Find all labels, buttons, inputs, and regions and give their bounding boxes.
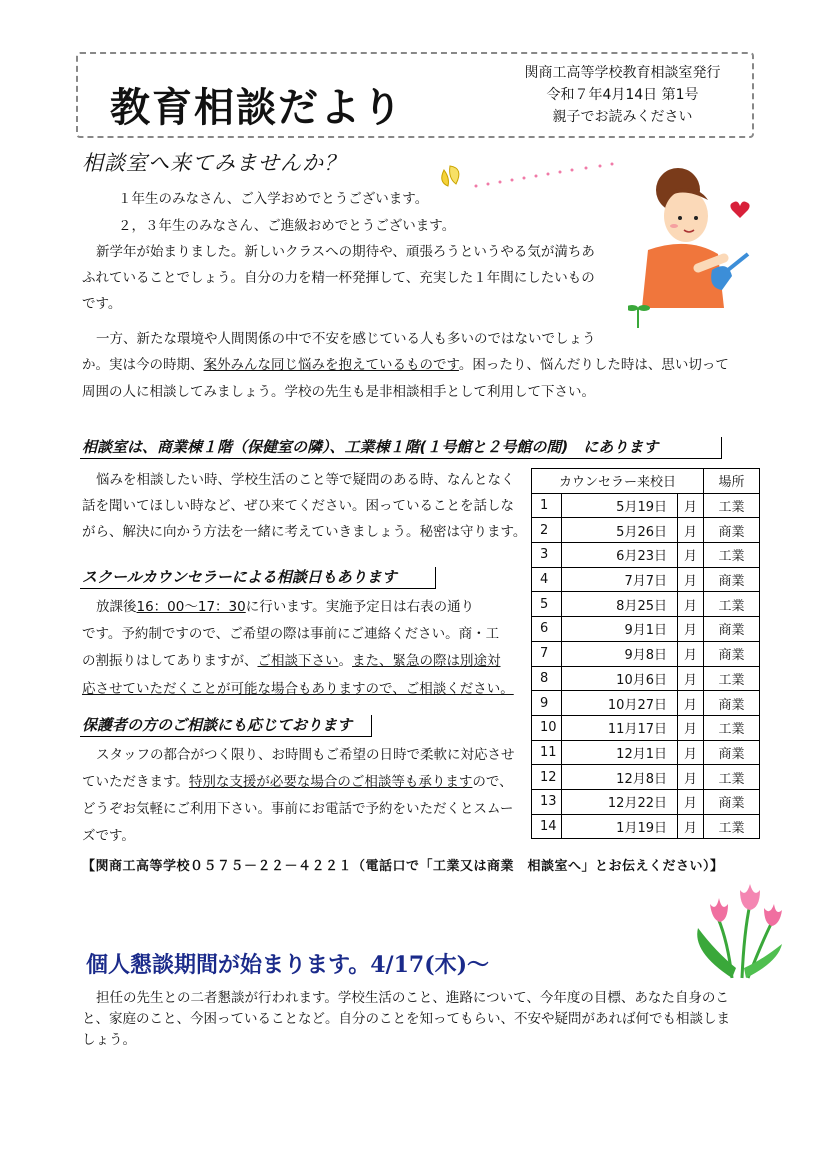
guardian-l2-start: ていただきます。	[82, 774, 189, 790]
interview-l3: しょう。	[82, 1032, 136, 1048]
schedule-date: 9月1日	[562, 617, 678, 642]
guardian-l2	[82, 770, 513, 795]
location-l1: 悩みを相談したい時、学校生活のこと等で疑問のある時、なんとなく	[96, 472, 515, 488]
schedule-place: 工業	[704, 715, 760, 740]
schedule-row	[532, 691, 760, 716]
counselor-heading: スクールカウンセラーによる相談日もあります	[80, 567, 436, 589]
schedule-weekday: 月	[678, 765, 704, 790]
schedule-no: 10	[532, 715, 562, 740]
interview-body	[82, 988, 782, 1051]
schedule-place: 工業	[704, 814, 760, 839]
schedule-weekday: 月	[678, 641, 704, 666]
schedule-place: 商業	[704, 567, 760, 592]
schedule-no: 8	[532, 666, 562, 691]
schedule-place: 商業	[704, 641, 760, 666]
guardian-l3: どうぞお気軽にご利用下さい。事前にお電話で予約をいただくとスムー	[82, 801, 514, 817]
counselor-l3-mid: 。	[338, 653, 352, 669]
schedule-header-place: 場所	[704, 469, 760, 494]
schedule-date: 12月1日	[562, 740, 678, 765]
schedule-weekday: 月	[678, 567, 704, 592]
schedule-date: 12月22日	[562, 789, 678, 814]
schedule-weekday: 月	[678, 691, 704, 716]
publisher: 関商工高等学校教育相談室発行	[524, 65, 721, 81]
schedule-weekday: 月	[678, 518, 704, 543]
schedule-row	[532, 641, 760, 666]
schedule-row	[532, 592, 760, 617]
girl-watering-illustration	[628, 158, 758, 348]
intro-p4b-start: か。実は今の時期、	[82, 357, 204, 373]
schedule-row	[532, 789, 760, 814]
counselor-hours: 16：00～17：30	[136, 599, 246, 615]
schedule-place: 商業	[704, 740, 760, 765]
location-l3: がら、解決に向かう方法を一緒に考えていきましょう。秘密は守ります。	[82, 524, 527, 540]
counselor-schedule-table	[531, 468, 760, 839]
location-l2: 話を聞いてほしい時など、ぜひ来てください。困っていることを話しな	[82, 498, 514, 514]
schedule-weekday: 月	[678, 715, 704, 740]
schedule-no: 11	[532, 740, 562, 765]
schedule-no: 7	[532, 641, 562, 666]
schedule-no: 5	[532, 592, 562, 617]
schedule-header-date: カウンセラー来校日	[532, 469, 704, 494]
counselor-l1	[96, 595, 474, 620]
interview-l1: 担任の先生との二者懇談が行われます。学校生活のこと、進路について、今年度の目標、あなた自身のこ	[96, 990, 729, 1006]
schedule-no: 13	[532, 789, 562, 814]
interview-l2: と、家庭のこと、今困っていることなど。自分のことを知ってもらい、不安や疑問があれば何でも相談しま	[82, 1011, 730, 1027]
schedule-row	[532, 493, 760, 518]
schedule-weekday: 月	[678, 493, 704, 518]
counselor-l3	[82, 649, 501, 674]
guardian-l2-underlined: 特別な支援が必要な場合のご相談等も承ります	[188, 774, 473, 790]
schedule-date: 10月27日	[562, 691, 678, 716]
guardian-l2-end: ので、	[472, 774, 513, 790]
schedule-date: 12月8日	[562, 765, 678, 790]
schedule-no: 3	[532, 543, 562, 568]
guardian-l1: スタッフの都合がつく限り、お時間もご希望の日時で柔軟に対応させ	[96, 747, 515, 763]
schedule-place: 工業	[704, 543, 760, 568]
intro-p4a: 一方、新たな環境や人間関係の中で不安を感じている人も多いのではないでしょう	[96, 331, 596, 347]
schedule-row	[532, 715, 760, 740]
butterfly-illustration	[436, 160, 626, 200]
schedule-place: 工業	[704, 592, 760, 617]
location-heading: 相談室は、商業棟１階（保健室の隣）、工業棟１階(１号館と２号館の間) にあります	[80, 437, 722, 459]
schedule-row	[532, 617, 760, 642]
counselor-l3-underline-1: ご相談下さい	[257, 653, 339, 669]
schedule-date: 11月17日	[562, 715, 678, 740]
intro-p4b-underlined: 案外みんな同じ悩みを抱えているものです	[203, 357, 459, 373]
guardian-heading: 保護者の方のご相談にも応じております	[80, 715, 372, 737]
schedule-no: 4	[532, 567, 562, 592]
schedule-no: 1	[532, 493, 562, 518]
reading-note: 親子でお読みください	[552, 109, 693, 125]
schedule-date: 8月25日	[562, 592, 678, 617]
intro-p4b-end: 。困ったり、悩んだりした時は、思い切って	[458, 357, 729, 373]
schedule-date: 10月6日	[562, 666, 678, 691]
schedule-weekday: 月	[678, 617, 704, 642]
issue-date: 令和７年4月14日 第1号	[546, 87, 699, 103]
intro-p4b	[82, 353, 729, 378]
schedule-row	[532, 567, 760, 592]
schedule-no: 12	[532, 765, 562, 790]
schedule-date: 1月19日	[562, 814, 678, 839]
counselor-l1-end: に行います。実施予定日は右表の通り	[245, 599, 475, 615]
schedule-date: 5月26日	[562, 518, 678, 543]
intro-heading: 相談室へ来てみませんか？	[82, 151, 346, 175]
schedule-weekday: 月	[678, 592, 704, 617]
schedule-place: 工業	[704, 666, 760, 691]
counselor-l2: です。予約制ですので、ご希望の際は事前にご連絡ください。商・工	[82, 626, 500, 642]
schedule-place: 商業	[704, 617, 760, 642]
schedule-place: 商業	[704, 789, 760, 814]
schedule-no: 2	[532, 518, 562, 543]
schedule-no: 9	[532, 691, 562, 716]
schedule-place: 商業	[704, 518, 760, 543]
guardian-l4: ズです。	[82, 828, 135, 844]
schedule-date: 5月19日	[562, 493, 678, 518]
schedule-place: 工業	[704, 765, 760, 790]
schedule-no: 14	[532, 814, 562, 839]
schedule-row	[532, 666, 760, 691]
schedule-date: 6月23日	[562, 543, 678, 568]
intro-p2: ２，３年生のみなさん、ご進級おめでとうございます。	[118, 218, 456, 234]
counselor-l1-start: 放課後	[96, 599, 137, 615]
intro-p3a: 新学年が始まりました。新しいクラスへの期待や、頑張ろうというやる気が満ちあ	[96, 244, 595, 260]
schedule-row	[532, 740, 760, 765]
schedule-place: 商業	[704, 691, 760, 716]
counselor-l3-underline-2: また、緊急の際は別途対	[352, 653, 501, 669]
interview-heading: 個人懇談期間が始まります。4/17(木)～	[86, 952, 490, 978]
contact-phone: 【関商工高等学校０５７５－２２－４２２１（電話口で「工業又は商業 相談室へ」とお伝えください）】	[82, 859, 724, 874]
schedule-place: 工業	[704, 493, 760, 518]
counselor-l4: 応させていただくことが可能な場合もありますので、ご相談ください。	[82, 681, 514, 697]
schedule-date: 7月7日	[562, 567, 678, 592]
schedule-row	[532, 518, 760, 543]
schedule-row	[532, 814, 760, 839]
schedule-weekday: 月	[678, 666, 704, 691]
intro-p3b: ふれていることでしょう。自分の力を精一杯発揮して、充実した１年間にしたいもの	[82, 270, 595, 286]
schedule-date: 9月8日	[562, 641, 678, 666]
schedule-row	[532, 543, 760, 568]
intro-p1: １年生のみなさん、ご入学おめでとうございます。	[118, 191, 429, 207]
newsletter-title: 教育相談だより	[110, 85, 404, 131]
schedule-no: 6	[532, 617, 562, 642]
schedule-weekday: 月	[678, 740, 704, 765]
intro-p3c: です。	[82, 296, 122, 312]
tulip-illustration	[692, 882, 786, 980]
counselor-l3-start: の割振りはしてありますが、	[82, 653, 258, 669]
schedule-weekday: 月	[678, 789, 704, 814]
schedule-weekday: 月	[678, 814, 704, 839]
schedule-weekday: 月	[678, 543, 704, 568]
header-info	[510, 62, 735, 128]
schedule-header-row	[532, 469, 760, 494]
schedule-row	[532, 765, 760, 790]
intro-p4c: 周囲の人に相談してみましょう。学校の先生も是非相談相手として利用して下さい。	[82, 384, 595, 400]
